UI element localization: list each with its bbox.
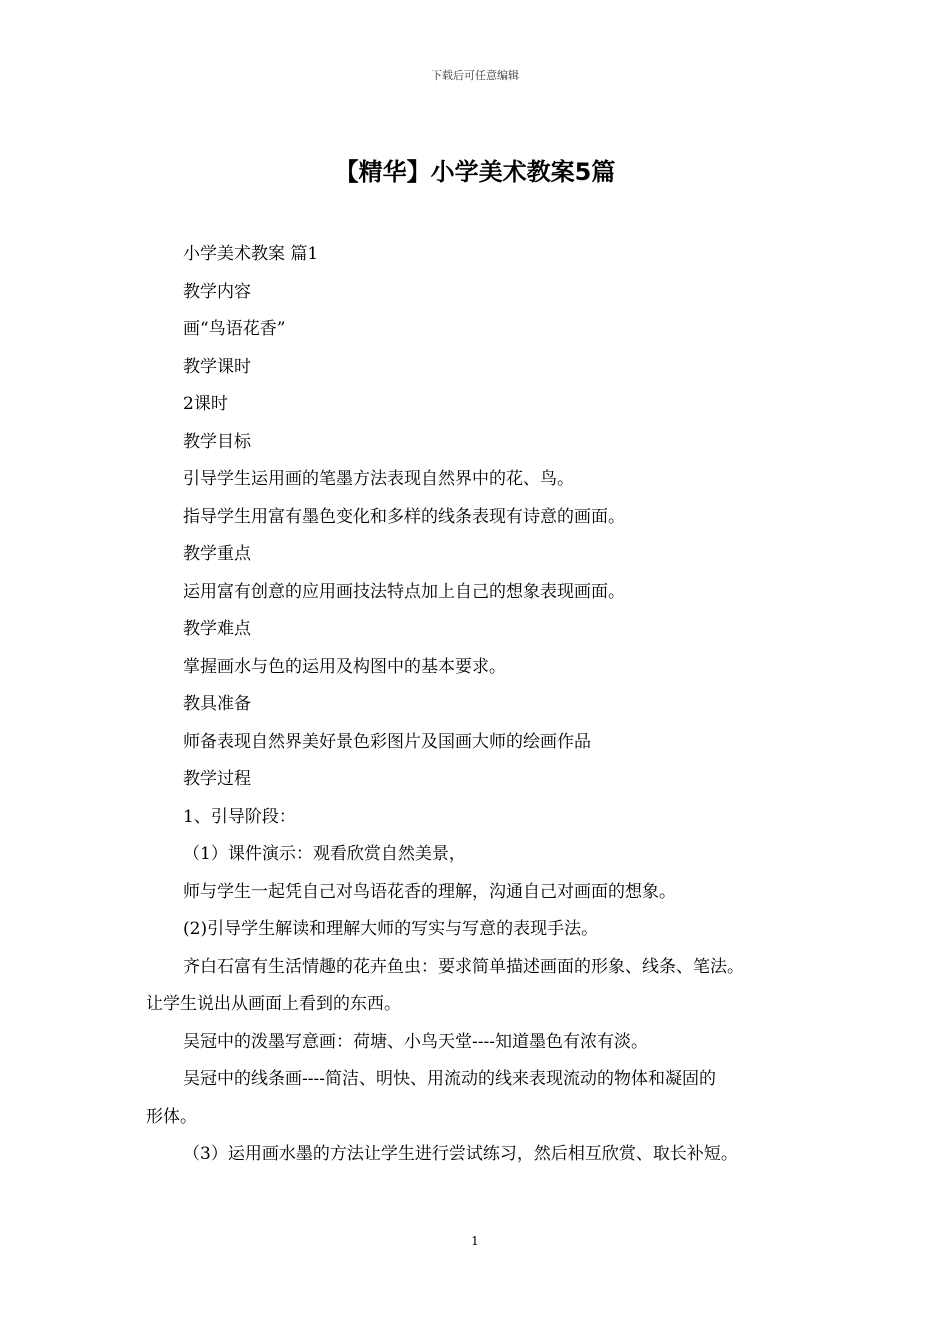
text-line: 教学目标 <box>183 431 251 452</box>
text-line: 教具准备 <box>183 694 251 714</box>
text-line: 师与学生一起凭自己对鸟语花香的理解，沟通自己对画面的想象。 <box>183 881 676 902</box>
text-line: 吴冠中的泼墨写意画：荷塘、小鸟天堂----知道墨色有浓有淡。 <box>183 1031 648 1052</box>
document-title: 【精华】小学美术教案5篇 <box>334 158 616 186</box>
text-line: 运用富有创意的应用画技法特点加上自己的想象表现画面。 <box>183 581 625 602</box>
text-line: 教学难点 <box>183 619 251 639</box>
text-line: 齐白石富有生活情趣的花卉鱼虫：要求简单描述画面的形象、线条、笔法。 <box>183 956 744 977</box>
text-line: （3）运用画水墨的方法让学生进行尝试练习，然后相互欣赏、取长补短。 <box>183 1144 738 1164</box>
text-line: (2)引导学生解读和理解大师的写实与写意的表现手法。 <box>183 919 599 939</box>
text-line: 掌握画水与色的运用及构图中的基本要求。 <box>183 656 506 677</box>
text-line: 形体。 <box>146 1106 197 1127</box>
text-line: 吴冠中的线条画----简洁、明快、用流动的线来表现流动的物体和凝固的 <box>183 1069 716 1089</box>
text-line: 教学课时 <box>183 356 251 377</box>
text-line: 教学过程 <box>183 769 251 789</box>
text-line: （1）课件演示：观看欣赏自然美景， <box>183 844 466 864</box>
text-line: 教学重点 <box>183 544 251 564</box>
text-line: 师备表现自然界美好景色彩图片及国画大师的绘画作品 <box>183 731 591 752</box>
text-line: 2课时 <box>183 394 228 414</box>
text-line: 教学内容 <box>183 281 251 302</box>
text-line: 让学生说出从画面上看到的东西。 <box>146 994 401 1014</box>
header-note: 下载后可任意编辑 <box>431 69 519 82</box>
text-line: 引导学生运用画的笔墨方法表现自然界中的花、鸟。 <box>183 469 574 489</box>
text-line: 指导学生用富有墨色变化和多样的线条表现有诗意的画面。 <box>183 506 625 527</box>
text-line: 1、引导阶段： <box>183 806 296 827</box>
section-heading: 小学美术教案 篇1 <box>183 244 319 264</box>
text-line: 画“鸟语花香” <box>183 319 286 339</box>
document-body <box>146 236 818 1174</box>
page-number: 1 <box>471 1234 479 1248</box>
